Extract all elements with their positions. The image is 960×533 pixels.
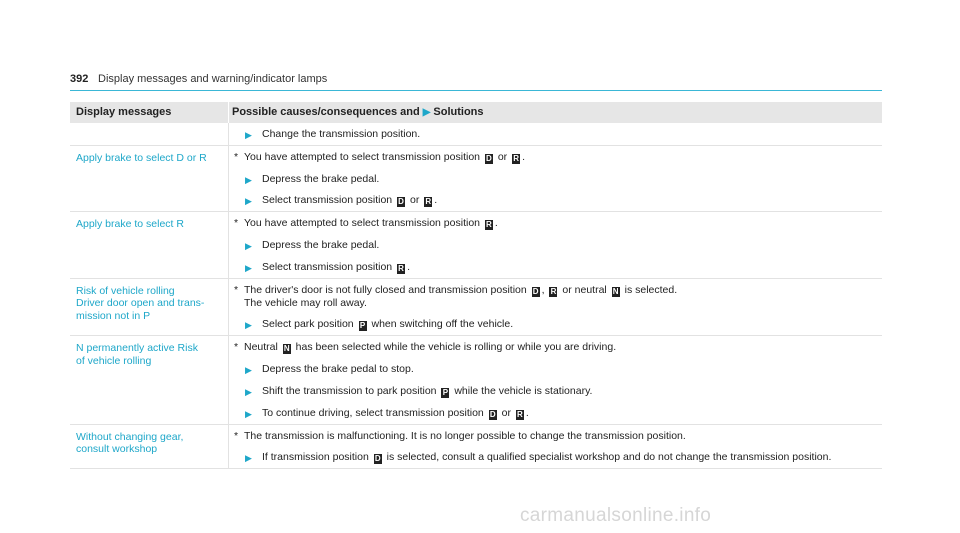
text-segment: The transmission is malfunctioning. It is no longer possible to change the transmission position. <box>244 429 686 442</box>
asterisk-marker: * <box>234 283 239 296</box>
table-row <box>70 279 882 337</box>
gear-n-icon: N <box>612 286 619 296</box>
text-segment: The driver's door is not fully closed and transmission position <box>244 283 530 296</box>
table-row <box>70 336 882 425</box>
header-column-divider <box>228 102 229 123</box>
table-body <box>70 123 882 469</box>
solution-arrow-icon: ▶ <box>422 107 431 118</box>
arrow-right-icon: ▶ <box>245 408 252 419</box>
table-header <box>70 102 882 123</box>
text-segment: Select transmission position <box>262 260 396 273</box>
arrow-right-icon: ▶ <box>245 453 252 463</box>
column-header-display-messages: Display messages <box>76 106 172 118</box>
gear-r-icon: R <box>425 197 432 206</box>
cause-text <box>232 430 882 443</box>
cause-solution-cell <box>232 123 882 145</box>
text-segment: Shift the transmission to park position <box>262 384 440 397</box>
solution-step <box>232 194 882 207</box>
arrow-right-icon: ▶ <box>245 130 252 140</box>
gear-r-icon: R <box>550 286 557 296</box>
gear-r-icon: R <box>513 153 519 163</box>
table-row <box>70 212 882 279</box>
arrow-right-icon: ▶ <box>245 174 252 185</box>
asterisk-marker: * <box>234 341 239 353</box>
gear-d-icon: D <box>489 409 496 419</box>
arrow-right-icon: ▶ <box>245 262 252 273</box>
column-divider <box>228 123 229 469</box>
text-segment: Depress the brake pedal. <box>262 239 380 251</box>
display-message: Apply brake to select D or R <box>76 151 207 164</box>
asterisk-marker: * <box>234 217 239 229</box>
display-message: Without changing gear, consult workshop <box>76 430 184 455</box>
gear-r-icon: R <box>398 263 404 273</box>
solution-step <box>232 173 882 186</box>
solution-step <box>232 261 882 274</box>
text-segment: Depress the brake pedal. <box>262 172 380 185</box>
cause-solution-cell <box>232 212 882 278</box>
table-row <box>70 425 882 470</box>
gear-r-icon: R <box>516 409 523 419</box>
text-segment: while the vehicle is stationary. <box>451 384 593 397</box>
gear-d-icon: D <box>374 454 381 463</box>
solution-step <box>232 239 882 252</box>
text-segment: . <box>407 260 410 273</box>
gear-n-icon: N <box>283 344 290 353</box>
arrow-right-icon: ▶ <box>245 320 252 330</box>
text-segment: or <box>498 406 514 419</box>
asterisk-marker: * <box>234 150 239 163</box>
text-segment: . <box>494 217 498 229</box>
table-row <box>70 146 882 213</box>
arrow-right-icon: ▶ <box>245 386 252 397</box>
page-title: Display messages and warning/indicator lamps <box>98 73 328 85</box>
solution-step <box>232 385 882 398</box>
asterisk-marker: * <box>234 429 239 442</box>
solution-step <box>232 318 882 331</box>
arrow-right-icon: ▶ <box>245 241 252 251</box>
cause-text <box>232 217 882 230</box>
text-segment: Select transmission position <box>262 194 396 206</box>
solution-step <box>232 451 882 464</box>
cause-text <box>232 284 882 310</box>
column-header-causes-solutions <box>232 106 484 118</box>
text-segment: is selected. The vehicle may roll away. <box>244 283 678 309</box>
text-segment: or <box>494 150 511 163</box>
cause-text <box>232 341 882 354</box>
text-segment: or <box>407 194 423 206</box>
gear-p-icon: P <box>442 387 449 397</box>
cause-solution-cell <box>232 146 882 212</box>
column-header-causes: Possible causes/consequences and <box>232 106 420 118</box>
text-segment: Select park position <box>262 318 357 330</box>
text-segment: . <box>434 194 438 206</box>
text-segment: To continue driving, select transmission position <box>262 406 487 419</box>
text-segment: or neutral <box>559 283 610 296</box>
text-segment: If transmission position <box>262 451 372 463</box>
messages-table <box>70 102 882 469</box>
arrow-right-icon: ▶ <box>245 196 252 206</box>
display-message: Apply brake to select R <box>76 218 184 230</box>
text-segment: Neutral <box>244 341 281 353</box>
solution-step <box>232 407 882 420</box>
cause-solution-cell <box>232 425 882 469</box>
column-header-solutions: Solutions <box>433 106 484 118</box>
text-segment: is selected, consult a qualified specialist workshop and do not change the transmission position. <box>383 451 832 463</box>
cause-text <box>232 151 882 164</box>
text-segment: when switching off the vehicle. <box>368 318 514 330</box>
gear-d-icon: D <box>398 197 404 206</box>
text-segment: You have attempted to select transmission position <box>244 217 483 229</box>
text-segment: You have attempted to select transmission position <box>244 150 483 163</box>
text-segment: . <box>525 406 529 419</box>
gear-d-icon: D <box>486 153 492 163</box>
gear-d-icon: D <box>532 286 539 296</box>
gear-p-icon: P <box>359 321 366 330</box>
gear-r-icon: R <box>486 220 492 229</box>
text-segment: . <box>522 150 526 163</box>
display-message: Risk of vehicle rolling Driver door open and trans- mission not in P <box>76 284 205 322</box>
display-message: N permanently active Risk of vehicle rolling <box>76 342 198 367</box>
text-segment: has been selected while the vehicle is rolling or while you are driving. <box>292 341 617 353</box>
cause-solution-cell <box>232 336 882 424</box>
cause-solution-cell <box>232 279 882 336</box>
arrow-right-icon: ▶ <box>245 365 252 375</box>
text-segment: , <box>541 283 548 296</box>
header-divider <box>70 90 882 91</box>
table-row <box>70 123 882 146</box>
solution-step <box>232 128 882 141</box>
watermark: carmanualsonline.info <box>520 505 712 526</box>
page-header <box>70 71 882 91</box>
solution-step <box>232 363 882 376</box>
text-segment: Change the transmission position. <box>262 128 421 140</box>
page-number: 392 <box>70 73 89 85</box>
text-segment: Depress the brake pedal to stop. <box>262 363 414 375</box>
